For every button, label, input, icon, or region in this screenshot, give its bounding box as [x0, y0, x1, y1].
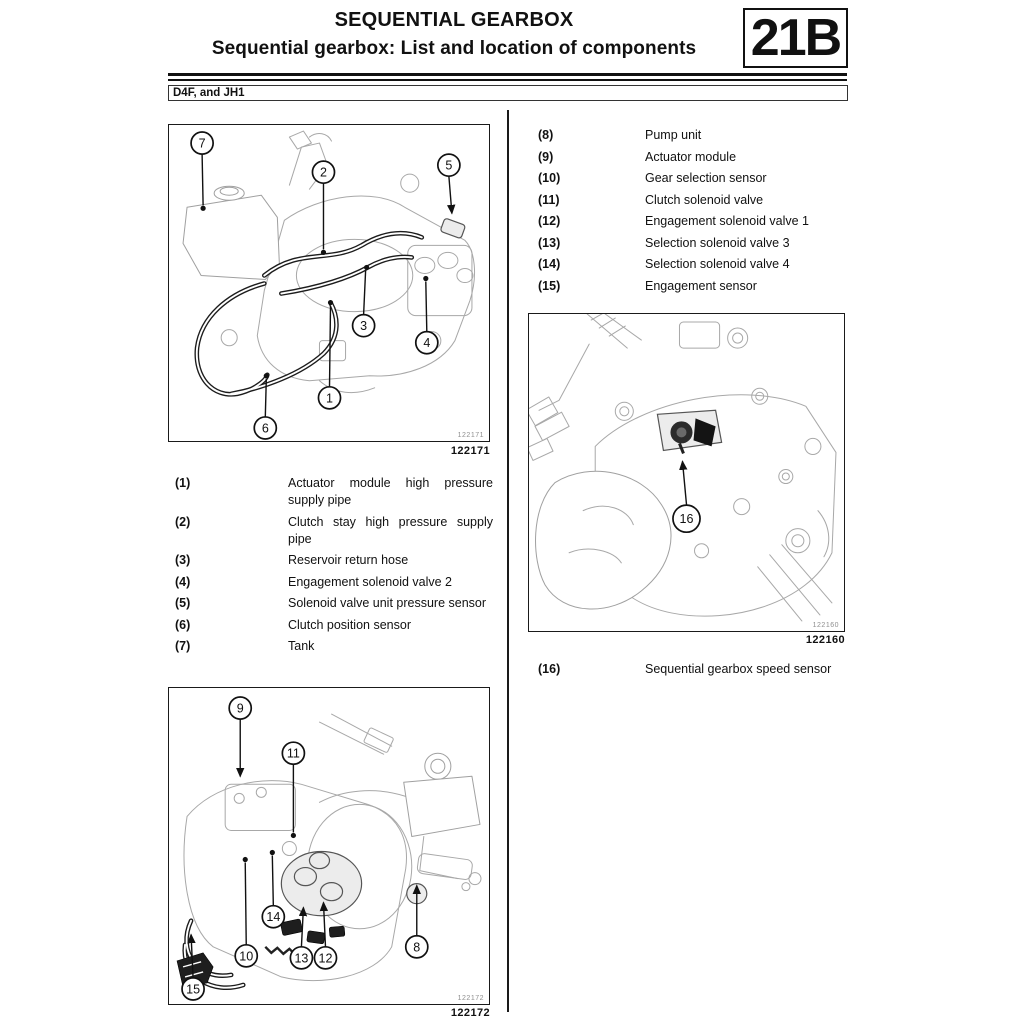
page-title: SEQUENTIAL GEARBOX — [334, 9, 574, 31]
component-ref: (9) — [538, 149, 554, 164]
speed-sensor-art — [657, 410, 721, 453]
svg-text:2: 2 — [319, 165, 327, 180]
figure-122172-diagram — [169, 688, 489, 1004]
component-label: Solenoid valve unit pressure sensor — [288, 596, 487, 610]
component-label: Sequential gearbox speed sensor — [645, 662, 832, 676]
hose-art — [177, 921, 243, 988]
callout-4 — [416, 332, 438, 354]
component-ref: (2) — [175, 514, 191, 529]
component-item — [528, 127, 858, 144]
figure-122171-diagram — [169, 125, 489, 441]
component-label: Engagement solenoid valve 2 — [288, 574, 453, 589]
figure-122160-diagram — [529, 314, 844, 631]
svg-text:3: 3 — [360, 319, 368, 334]
tank-art — [183, 186, 279, 279]
component-list-left — [168, 475, 498, 660]
figure-122160 — [528, 313, 845, 632]
component-ref: (7) — [175, 639, 191, 653]
callout-13 — [290, 947, 312, 969]
page-subtitle: Sequential gearbox: List and location of components — [211, 38, 697, 59]
svg-text:11: 11 — [286, 746, 300, 761]
callout-1 — [318, 387, 340, 409]
component-item — [528, 661, 858, 678]
figure-122172 — [168, 687, 490, 1005]
component-item — [528, 256, 858, 273]
svg-text:1: 1 — [326, 391, 333, 406]
component-label: Pump unit — [645, 128, 702, 142]
variant-box — [168, 85, 848, 101]
figure-number: 122160 — [805, 634, 845, 646]
callout-16 — [673, 505, 700, 532]
component-ref: (10) — [538, 171, 561, 185]
callout-5 — [438, 154, 460, 176]
component-item — [528, 170, 858, 187]
svg-text:12: 12 — [318, 951, 333, 966]
callout-14 — [262, 906, 284, 928]
component-item — [168, 595, 498, 612]
component-ref: (12) — [538, 214, 561, 228]
component-label: Engagement sensor — [645, 278, 757, 293]
component-label: Reservoir return hose — [288, 553, 409, 567]
section-code-box — [743, 8, 848, 68]
callout-layer — [673, 505, 700, 532]
callout-8 — [406, 936, 428, 958]
component-item — [168, 475, 498, 509]
svg-text:8: 8 — [413, 940, 421, 955]
callout-15 — [182, 978, 204, 1000]
variant-label: D4F, and JH1 — [173, 87, 245, 99]
component-ref: (16) — [538, 662, 561, 676]
component-label: Selection solenoid valve 3 — [645, 235, 790, 250]
figure-inline-number: 122160 — [812, 622, 839, 629]
header-title-block — [168, 6, 740, 64]
figure-number: 122172 — [450, 1007, 490, 1019]
component-ref: (5) — [175, 596, 191, 610]
solenoid-cluster-art — [265, 852, 361, 956]
callout-6 — [254, 417, 276, 439]
callout-11 — [282, 742, 304, 764]
svg-text:4: 4 — [423, 336, 431, 351]
figure-122171 — [168, 124, 490, 442]
component-ref: (1) — [175, 476, 191, 490]
section-code: 21B — [750, 9, 841, 67]
reservoir-art — [404, 753, 480, 836]
component-ref: (8) — [538, 128, 554, 142]
svg-text:7: 7 — [198, 136, 206, 151]
component-item — [528, 192, 858, 209]
figure-number: 122171 — [450, 445, 490, 457]
component-item — [168, 552, 498, 569]
callout-leaders — [682, 461, 686, 504]
callout-layer — [182, 697, 428, 1000]
component-ref: (6) — [175, 617, 191, 632]
svg-text:14: 14 — [266, 910, 281, 925]
svg-text:13: 13 — [294, 951, 309, 966]
component-item — [528, 149, 858, 166]
svg-text:10: 10 — [239, 949, 254, 964]
callout-2 — [312, 161, 334, 183]
component-ref: (14) — [538, 257, 561, 271]
callout-12 — [314, 947, 336, 969]
component-label: Gear selection sensor — [645, 171, 767, 185]
component-label: Tank — [288, 639, 315, 653]
component-item — [528, 213, 858, 230]
callout-7 — [191, 132, 213, 154]
component-label: Clutch position sensor — [288, 617, 411, 632]
component-list-right — [528, 127, 858, 299]
column-divider — [507, 110, 509, 1012]
component-list-extra — [528, 661, 858, 683]
svg-text:15: 15 — [186, 982, 201, 997]
header-rule-thick — [168, 73, 847, 76]
component-item — [168, 574, 498, 591]
svg-text:16: 16 — [679, 512, 694, 527]
component-label: Engagement solenoid valve 1 — [645, 214, 810, 228]
component-item — [528, 278, 858, 295]
component-label: Clutch solenoid valve — [645, 192, 764, 207]
component-ref: (15) — [538, 278, 561, 293]
svg-text:5: 5 — [445, 158, 453, 173]
callout-9 — [229, 697, 251, 719]
component-label: Actuator module high pressure supply pipe — [288, 476, 493, 507]
component-ref: (3) — [175, 553, 191, 567]
component-label: Selection solenoid valve 4 — [645, 257, 790, 271]
pressure-sensor-art — [440, 218, 466, 239]
component-item — [168, 617, 498, 634]
svg-text:6: 6 — [261, 421, 269, 436]
callout-10 — [235, 945, 257, 967]
svg-text:9: 9 — [236, 701, 244, 716]
figure-inline-number: 122172 — [457, 995, 484, 1002]
header-rule-thin — [168, 79, 847, 81]
component-label: Actuator module — [645, 149, 737, 164]
callout-3 — [353, 315, 375, 337]
component-ref: (4) — [175, 574, 191, 589]
component-item — [168, 638, 498, 655]
cover-blob-art — [536, 471, 671, 609]
component-label: Clutch stay high pressure supply pipe — [288, 514, 493, 546]
figure-inline-number: 122171 — [457, 432, 484, 439]
component-ref: (13) — [538, 235, 561, 250]
component-ref: (11) — [538, 192, 560, 207]
component-item — [168, 514, 498, 548]
component-item — [528, 235, 858, 252]
